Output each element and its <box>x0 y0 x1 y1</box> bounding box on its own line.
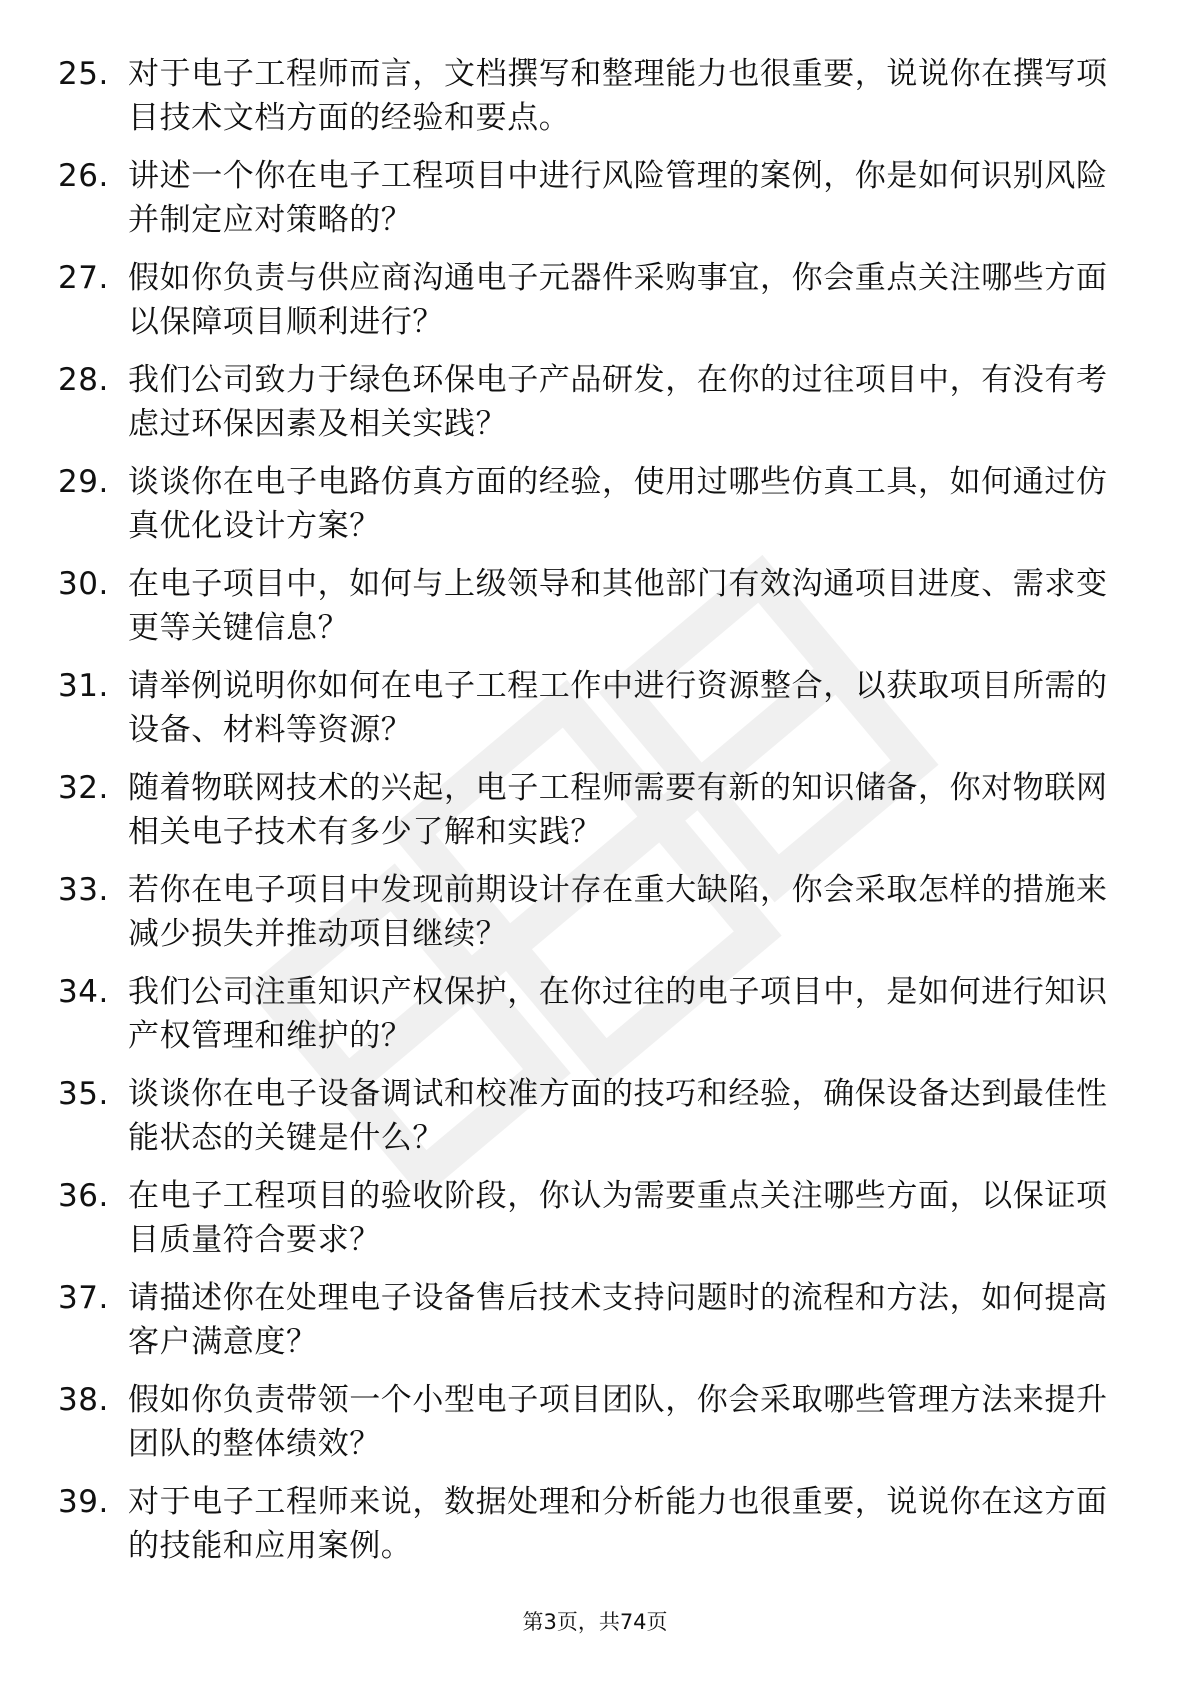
question-item <box>58 1378 1134 1480</box>
question-number: 30. <box>58 566 109 602</box>
question-text: 我们公司注重知识产权保护，在你过往的电子项目中，是如何进行知识产权管理和维护的？ <box>128 974 1108 1054</box>
question-text: 假如你负责与供应商沟通电子元器件采购事宜，你会重点关注哪些方面以保障项目顺利进行？ <box>128 260 1108 340</box>
question-number: 25. <box>58 56 109 92</box>
question-item <box>58 868 1134 970</box>
question-text: 在电子项目中，如何与上级领导和其他部门有效沟通项目进度、需求变更等关键信息？ <box>128 566 1108 646</box>
question-text: 我们公司致力于绿色环保电子产品研发，在你的过往项目中，有没有考虑过环保因素及相关实践？ <box>128 362 1108 442</box>
question-item <box>58 256 1134 358</box>
question-list <box>58 52 1134 1582</box>
question-number: 38. <box>58 1382 109 1418</box>
question-text: 假如你负责带领一个小型电子项目团队，你会采取哪些管理方法来提升团队的整体绩效？ <box>128 1382 1108 1462</box>
question-number: 33. <box>58 872 109 908</box>
question-item <box>58 1174 1134 1276</box>
question-number: 39. <box>58 1484 109 1520</box>
question-item <box>58 664 1134 766</box>
question-item <box>58 154 1134 256</box>
question-text: 讲述一个你在电子工程项目中进行风险管理的案例，你是如何识别风险并制定应对策略的？ <box>128 158 1108 238</box>
question-text: 谈谈你在电子设备调试和校准方面的技巧和经验，确保设备达到最佳性能状态的关键是什么？ <box>128 1076 1108 1156</box>
question-number: 36. <box>58 1178 109 1214</box>
question-text: 随着物联网技术的兴起，电子工程师需要有新的知识储备，你对物联网相关电子技术有多少了解和实践？ <box>128 770 1108 850</box>
question-text: 对于电子工程师来说，数据处理和分析能力也很重要，说说你在这方面的技能和应用案例。 <box>128 1484 1108 1564</box>
question-text: 谈谈你在电子电路仿真方面的经验，使用过哪些仿真工具，如何通过仿真优化设计方案？ <box>128 464 1108 544</box>
question-number: 26. <box>58 158 109 194</box>
question-item <box>58 460 1134 562</box>
question-item <box>58 562 1134 664</box>
question-item <box>58 970 1134 1072</box>
question-number: 32. <box>58 770 109 806</box>
question-number: 37. <box>58 1280 109 1316</box>
question-text: 请描述你在处理电子设备售后技术支持问题时的流程和方法，如何提高客户满意度？ <box>128 1280 1108 1360</box>
question-item <box>58 358 1134 460</box>
question-text: 在电子工程项目的验收阶段，你认为需要重点关注哪些方面，以保证项目质量符合要求？ <box>128 1178 1108 1258</box>
question-text: 请举例说明你如何在电子工程工作中进行资源整合，以获取项目所需的设备、材料等资源？ <box>128 668 1108 748</box>
question-text: 若你在电子项目中发现前期设计存在重大缺陷，你会采取怎样的措施来减少损失并推动项目继续？ <box>128 872 1108 952</box>
question-number: 31. <box>58 668 109 704</box>
question-item <box>58 766 1134 868</box>
question-text: 对于电子工程师而言，文档撰写和整理能力也很重要，说说你在撰写项目技术文档方面的经验和要点。 <box>128 56 1108 136</box>
question-number: 35. <box>58 1076 109 1112</box>
question-number: 28. <box>58 362 109 398</box>
question-number: 29. <box>58 464 109 500</box>
question-number: 34. <box>58 974 109 1010</box>
question-item <box>58 1276 1134 1378</box>
question-item <box>58 52 1134 154</box>
question-item <box>58 1480 1134 1582</box>
question-number: 27. <box>58 260 109 296</box>
page-number-footer: 第3页，共74页 <box>522 1610 668 1634</box>
question-item <box>58 1072 1134 1174</box>
